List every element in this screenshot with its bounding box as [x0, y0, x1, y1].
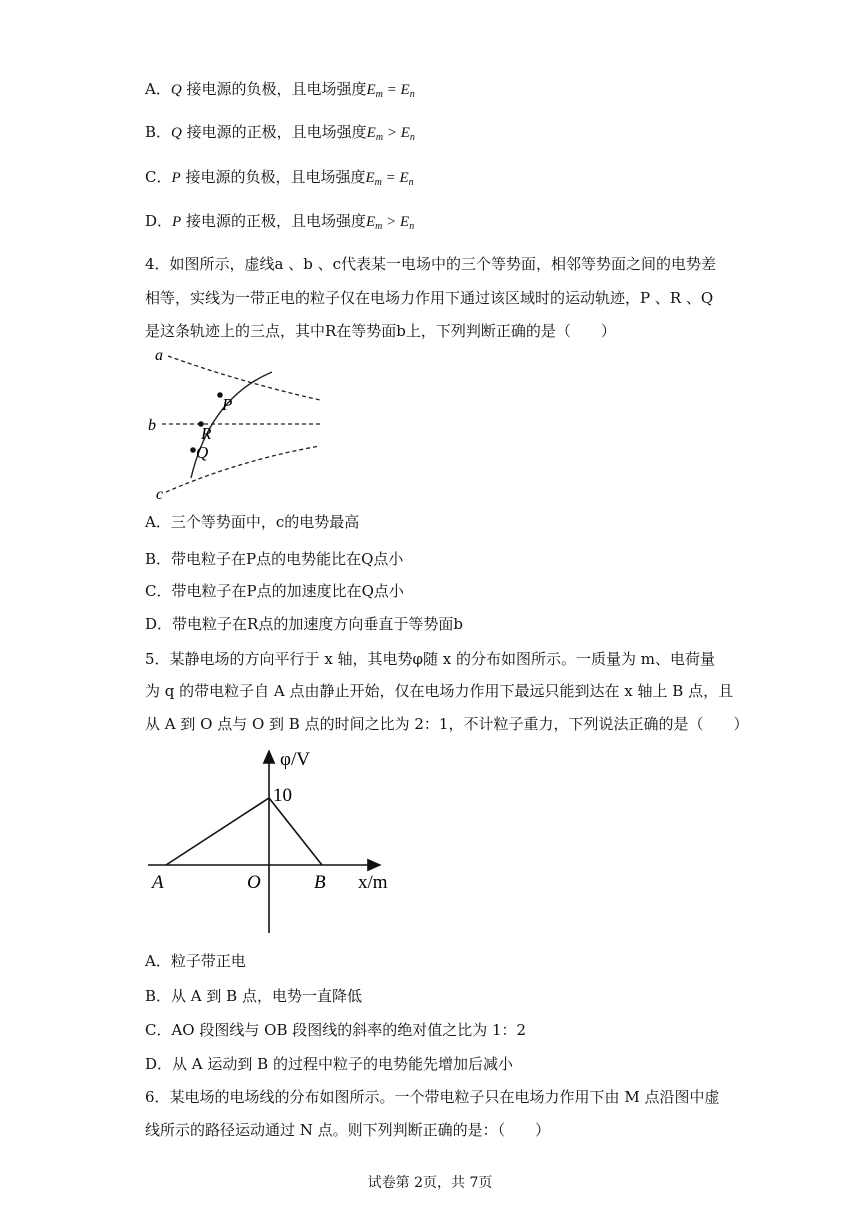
- q5-option-a: A．粒子带正电: [145, 952, 246, 970]
- q5-option-b: B．从 A 到 B 点，电势一直降低: [145, 987, 362, 1005]
- q6-stem-line1: 6．某电场的电场线的分布如图所示。一个带电粒子只在电场力作用下由 M 点沿图中虚: [145, 1088, 720, 1106]
- q4-option-c: C．带电粒子在P点的加速度比在Q点小: [145, 582, 404, 600]
- q4-stem-line2: 相等，实线为一带正电的粒子仅在电场力作用下通过该区域时的运动轨迹，P 、R 、Q: [145, 289, 714, 307]
- q5-stem-line3: 从 A 到 O 点与 O 到 B 点的时间之比为 2：1，不计粒子重力，下列说法正确的是（ ）: [145, 715, 749, 733]
- q4-stem-line1: 4．如图所示，虚线a 、b 、c代表某一电场中的三个等势面，相邻等势面之间的电势差: [145, 255, 717, 273]
- label-b-point: B: [314, 872, 326, 893]
- q5-stem-line1: 5．某静电场的方向平行于 x 轴，其电势φ随 x 的分布如图所示。一质量为 m、电荷量: [145, 650, 716, 668]
- label-p: P: [222, 395, 233, 414]
- q4-option-a: A．三个等势面中，c的电势最高: [145, 513, 360, 531]
- q6-stem-line2: 线所示的路径运动通过 N 点。则下列判断正确的是：（ ）: [145, 1121, 551, 1139]
- label-c: c: [156, 486, 164, 502]
- equipotential-c: [166, 446, 320, 492]
- equipotential-figure: [140, 342, 340, 502]
- label-o: O: [247, 872, 261, 893]
- label-a-point: A: [152, 872, 164, 893]
- q3-option-a: A．Q 接电源的负极，且电场强度$E_m = E_n$: [145, 80, 415, 100]
- point-q: [190, 447, 196, 453]
- q4-option-b: B．带电粒子在P点的电势能比在Q点小: [145, 550, 404, 568]
- q3-option-c: C．P 接电源的负极，且电场强度$E_m = E_n$: [145, 168, 414, 188]
- q4-stem-line3: 是这条轨迹上的三点，其中R在等势面b上，下列判断正确的是（ ）: [145, 322, 616, 340]
- label-q: Q: [196, 443, 209, 462]
- q5-option-c: C．AO 段图线与 OB 段图线的斜率的绝对值之比为 1：2: [145, 1021, 527, 1039]
- label-r: R: [201, 424, 212, 443]
- q4-option-d: D．带电粒子在R点的加速度方向垂直于等势面b: [145, 615, 463, 633]
- x-axis-label: x/m: [358, 872, 388, 893]
- q3-option-b: B．Q 接电源的正极，且电场强度$E_m > E_n$: [145, 123, 415, 143]
- potential-graph: [140, 745, 400, 945]
- potential-curve: [166, 798, 322, 865]
- q5-option-d: D．从 A 运动到 B 的过程中粒子的电势能先增加后减小: [145, 1055, 513, 1073]
- equipotential-a: [168, 356, 320, 400]
- page-footer: 试卷第 2页，共 7页: [367, 1175, 493, 1191]
- peak-label: 10: [273, 785, 292, 806]
- y-axis-label: φ/V: [280, 749, 310, 770]
- q3-option-d: D．P 接电源的正极，且电场强度$E_m > E_n$: [145, 212, 415, 232]
- label-b: b: [148, 417, 156, 434]
- q5-stem-line2: 为 q 的带电粒子自 A 点由静止开始，仅在电场力作用下最远只能到达在 x 轴上 B 点，且: [145, 682, 734, 700]
- label-a: a: [155, 347, 163, 364]
